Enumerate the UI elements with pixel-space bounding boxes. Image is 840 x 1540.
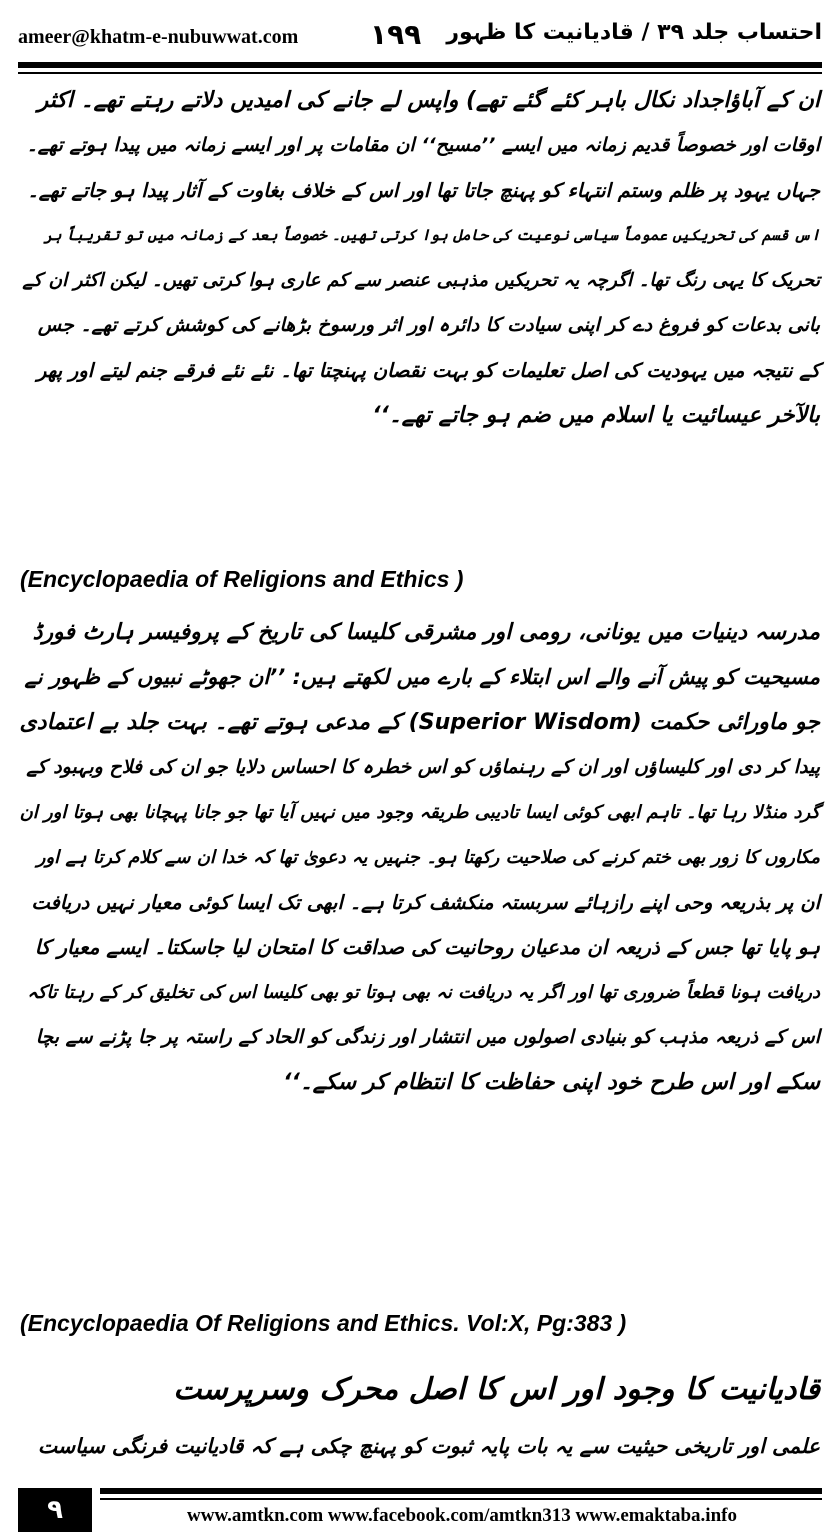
footer-rule-thick: [100, 1488, 822, 1494]
text-line: پیدا کر دی اور کلیساؤں اور ان کے رہنماؤں کو اس خطرہ کا احساس دلایا جو ان کی فلاح وبہبود کے: [26, 756, 820, 778]
paragraph-1: [20, 78, 820, 438]
text-line: مکاروں کا زور بھی ختم کرنے کی صلاحیت رکھتا ہو۔ جنہیں یہ دعویٰ تھا کہ خدا ان سے کلام کرتا ہے اور: [36, 847, 820, 868]
header-page-number: ۱۹۹: [370, 18, 422, 51]
header-email: ameer@khatm-e-nubuwwat.com: [18, 26, 299, 48]
text-line: ہو پایا تھا جس کے ذریعہ ان مدعیان روحانیت کی صداقت کا امتحان لیا جاسکتا۔ ایسے معیار کا: [34, 935, 820, 959]
citation-2: (Encyclopaedia Of Religions and Ethics. Vol:X, Pg:383 ): [20, 1310, 627, 1336]
text-line: بالآخر عیسائیت یا اسلام میں ضم ہو جاتے تھے۔‘‘: [372, 403, 820, 428]
text-line: جو ماورائی حکمت (Superior Wisdom) کے مدعی ہوتے تھے۔ بہت جلد بے اعتمادی: [19, 710, 820, 735]
text-line: کے نتیجہ میں یہودیت کی اصل تعلیمات کو بہت نقصان پہنچتا تھا۔ نئے نئے فرقے جنم لیتے اور پھر: [36, 359, 820, 382]
paragraph-3: [20, 1424, 820, 1469]
text-line: دریافت ہونا قطعاً ضروری تھا اور اگر یہ دریافت نہ بھی ہوتا تو بھی کلیسا اس کی تخلیق کر کے رہتا تاکہ: [27, 982, 820, 1003]
page-header: [18, 14, 822, 58]
text-line: ان کے آباؤاجداد نکال باہر کئے گئے تھے) واپس لے جانے کی امیدیں دلاتے رہتے تھے۔ اکثر: [37, 88, 820, 113]
header-rule-thin: [18, 72, 822, 74]
header-rule-thick: [18, 62, 822, 68]
text-line: بانی بدعات کو فروغ دے کر اپنی سیادت کا دائرہ اور اثر ورسوخ بڑھانے کی کوشش کرتے تھے۔ جس: [37, 314, 820, 336]
text-line: اوقات اور خصوصاً قدیم زمانہ میں ایسے ’’مسیح‘‘ ان مقامات پر اور ایسے زمانہ میں پیدا ہوتے تھے۔: [26, 134, 820, 156]
text-line: اس کے ذریعہ مذہب کو بنیادی اصولوں میں انتشار اور زندگی کو الحاد کے راستہ پر جا پڑنے سے بچا: [35, 1026, 820, 1048]
text-line: علمی اور تاریخی حیثیت سے یہ بات پایہ ثبوت کو پہنچ چکی ہے کہ قادیانیت فرنگی سیاست: [37, 1434, 820, 1458]
running-head: احتساب جلد ۳۹ / قادیانیت کا ظہور: [446, 20, 822, 45]
section-heading: قادیانیت کا وجود اور اس کا اصل محرک وسرپرست: [173, 1372, 820, 1407]
text-line: مسیحیت کو پیش آنے والے اس ابتلاء کے بارے میں لکھتے ہیں: ’’ان جھوٹے نبیوں کے ظہور نے: [24, 665, 820, 689]
text-line: گرد منڈلا رہا تھا۔ تاہم ابھی کوئی ایسا تادیبی طریقہ وجود میں نہیں آیا تھا جو جانا پہچانا بھی ہوتا اور ان: [19, 802, 820, 823]
footer-page-number: ۹: [18, 1488, 92, 1532]
citation-1: (Encyclopaedia of Religions and Ethics ): [20, 566, 464, 592]
text-line: سکے اور اس طرح خود اپنی حفاظت کا انتظام کر سکے۔‘‘: [283, 1070, 820, 1095]
text-line: ان پر بذریعہ وحی اپنے رازہائے سربستہ منکشف کرتا ہے۔ ابھی تک ایسا کوئی معیار نہیں دریافت: [31, 891, 820, 914]
text-line: تحریک کا یہی رنگ تھا۔ اگرچہ یہ تحریکیں مذہبی عنصر سے کم عاری ہوا کرتی تھیں۔ لیکن اکثر ان کے: [22, 270, 820, 291]
text-line: اس قسم کی تحریکیں عموماً سیاسی نوعیت کی حامل ہوا کرتی تھیں۔ خصوصاً بعد کے زمانہ میں تو تقریباً ہر: [44, 226, 820, 244]
text-line: مدرسہ دینیات میں یونانی، رومی اور مشرقی کلیسا کی تاریخ کے پروفیسر ہارٹ فورڈ: [32, 620, 820, 645]
text-line: جہاں یہود پر ظلم وستم انتہاء کو پہنچ جاتا تھا اور اس کے خلاف بغاوت کے آثار پیدا ہو جاتے تھے۔: [27, 179, 820, 202]
footer-rule-thin: [100, 1498, 822, 1500]
footer-links: www.amtkn.com www.facebook.com/amtkn313 www.emaktaba.info: [187, 1505, 737, 1526]
paragraph-2: [20, 610, 820, 1105]
